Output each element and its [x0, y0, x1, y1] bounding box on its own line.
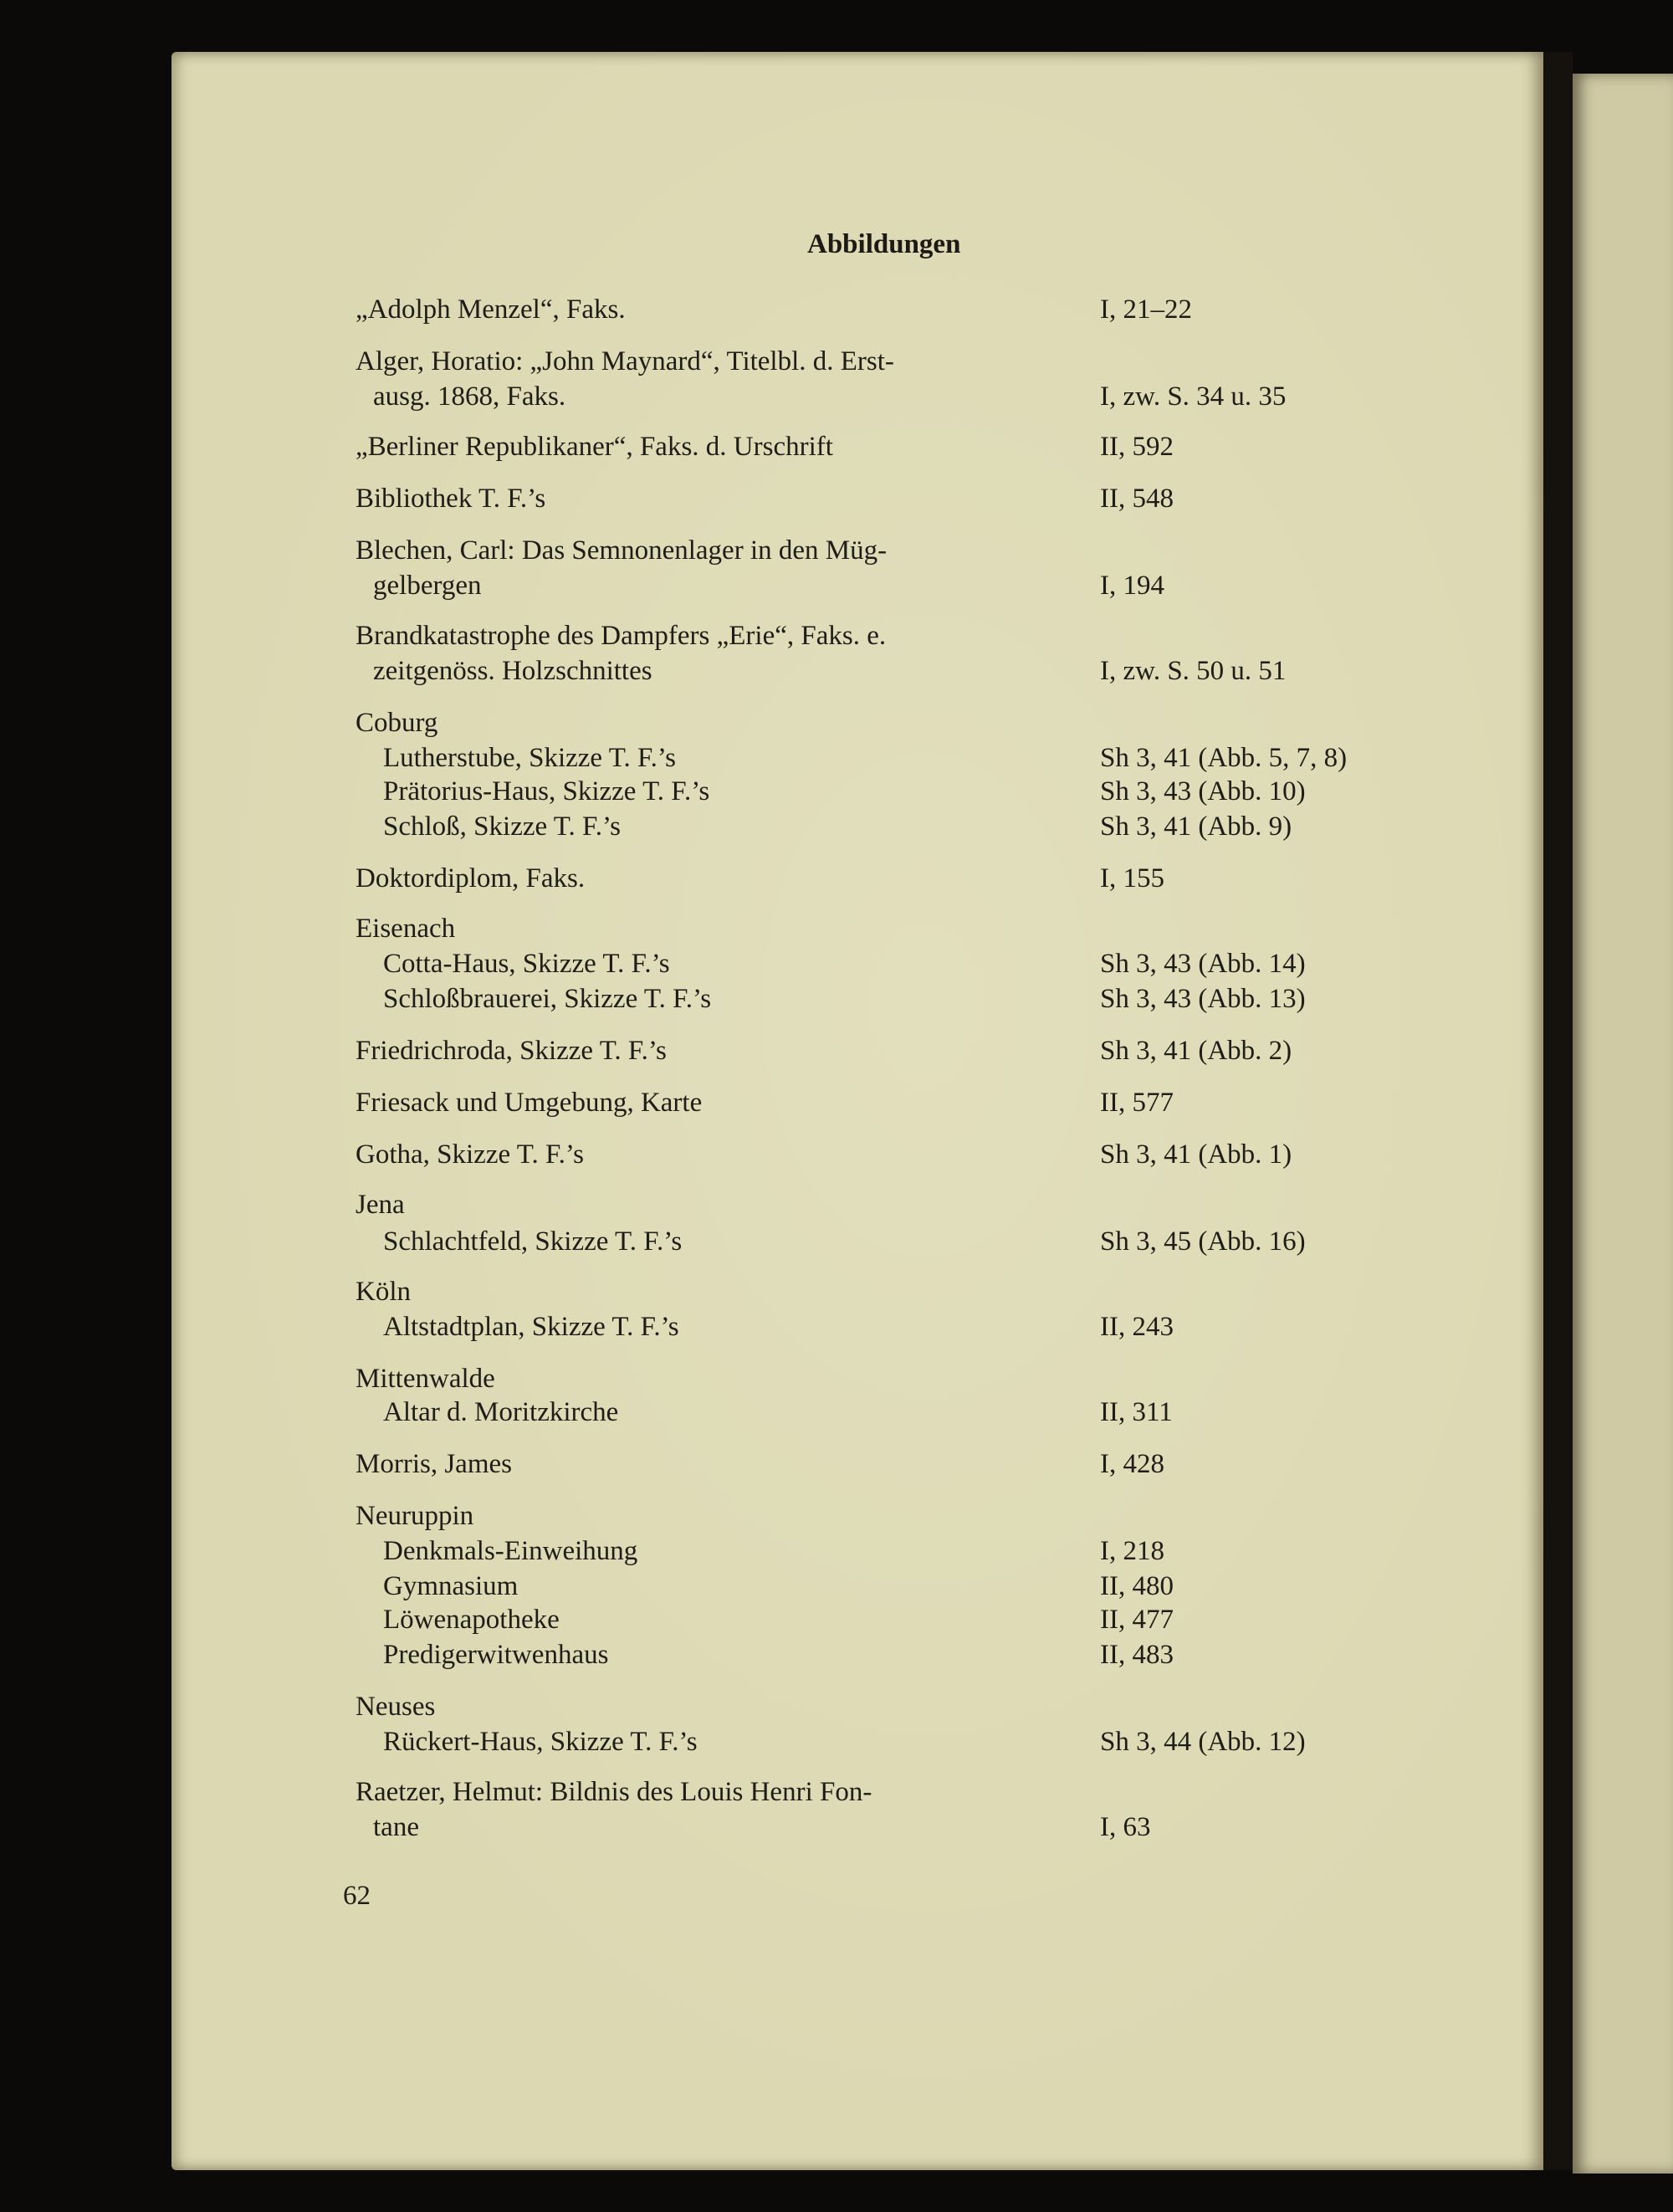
index-entry-text: Altar d. Moritzkirche — [383, 1397, 619, 1427]
index-entry-reference: Sh 3, 41 (Abb. 9) — [1100, 812, 1292, 842]
index-entry-reference: Sh 3, 41 (Abb. 5, 7, 8) — [1100, 743, 1348, 773]
index-entry-reference: Sh 3, 45 (Abb. 16) — [1100, 1226, 1306, 1257]
index-entry-text: Denkmals-Einweihung — [383, 1536, 638, 1566]
index-entry-reference: I, 63 — [1100, 1812, 1151, 1842]
index-entry-reference: I, 155 — [1100, 863, 1164, 894]
index-entry-text: Schloßbrauerei, Skizze T. F.’s — [383, 984, 712, 1014]
index-entry-text: Rückert-Haus, Skizze T. F.’s — [383, 1727, 698, 1757]
index-entry-text: Eisenach — [356, 914, 456, 944]
index-entry-text: Alger, Horatio: „John Maynard“, Titelbl. d. Erst- — [356, 346, 894, 376]
index-entry-text: Neuses — [356, 1692, 436, 1722]
index-entry-text: Bibliothek T. F.’s — [356, 484, 546, 514]
index-entry-text: Friesack und Umgebung, Karte — [356, 1088, 703, 1118]
index-entry-text: Löwenapotheke — [383, 1605, 560, 1635]
index-entry-text: Gotha, Skizze T. F.’s — [356, 1139, 584, 1170]
index-entry-text: Cotta-Haus, Skizze T. F.’s — [383, 949, 670, 979]
index-entry-text: Neuruppin — [356, 1501, 474, 1531]
index-entry-text: gelbergen — [373, 571, 482, 601]
index-entry-text: „Berliner Republikaner“, Faks. d. Urschrift — [356, 432, 833, 462]
page-title: Abbildungen — [807, 229, 961, 259]
index-entry-text: Schlachtfeld, Skizze T. F.’s — [383, 1226, 683, 1257]
page-number: 62 — [343, 1881, 371, 1911]
index-entry-reference: II, 480 — [1100, 1571, 1174, 1601]
index-entry-reference: I, 21–22 — [1100, 294, 1192, 325]
index-entry-reference: II, 548 — [1100, 484, 1174, 514]
index-entry-text: Raetzer, Helmut: Bildnis des Louis Henri Fon- — [356, 1777, 872, 1807]
index-entry-reference: Sh 3, 41 (Abb. 1) — [1100, 1139, 1292, 1170]
index-entry-text: tane — [373, 1812, 419, 1842]
index-entry-reference: Sh 3, 41 (Abb. 2) — [1100, 1036, 1292, 1066]
index-entry-text: Jena — [356, 1190, 405, 1220]
index-entry-text: Schloß, Skizze T. F.’s — [383, 812, 621, 842]
index-entry-text: Coburg — [356, 708, 438, 738]
index-entry-text: Friedrichroda, Skizze T. F.’s — [356, 1036, 667, 1066]
index-entry-text: Gymnasium — [383, 1571, 519, 1601]
index-entry-reference: Sh 3, 44 (Abb. 12) — [1100, 1727, 1306, 1757]
index-entry-text: Morris, James — [356, 1449, 512, 1479]
index-entry-reference: II, 477 — [1100, 1605, 1174, 1635]
index-entry-text: Blechen, Carl: Das Semnonenlager in den Müg- — [356, 535, 888, 566]
index-entry-reference: I, 194 — [1100, 571, 1164, 601]
index-entry-text: Prätorius-Haus, Skizze T. F.’s — [383, 776, 710, 806]
index-entry-text: Mittenwalde — [356, 1364, 495, 1394]
index-entry-reference: I, 428 — [1100, 1449, 1164, 1479]
index-entry-reference: II, 243 — [1100, 1312, 1174, 1342]
index-entry-text: Predigerwitwenhaus — [383, 1640, 609, 1670]
index-entry-text: ausg. 1868, Faks. — [373, 381, 566, 412]
index-entry-reference: I, zw. S. 50 u. 51 — [1100, 656, 1287, 686]
index-entry-text: Lutherstube, Skizze T. F.’s — [383, 743, 676, 773]
index-entry-reference: Sh 3, 43 (Abb. 13) — [1100, 984, 1306, 1014]
index-entry-reference: Sh 3, 43 (Abb. 14) — [1100, 949, 1306, 979]
index-entry-text: Doktordiplom, Faks. — [356, 863, 586, 894]
index-entry-reference: II, 592 — [1100, 432, 1174, 462]
index-entry-reference: I, zw. S. 34 u. 35 — [1100, 381, 1287, 412]
index-entry-text: „Adolph Menzel“, Faks. — [356, 294, 626, 325]
index-entry-text: Altstadtplan, Skizze T. F.’s — [383, 1312, 679, 1342]
index-entry-reference: I, 218 — [1100, 1536, 1164, 1566]
index-entry-reference: II, 311 — [1100, 1397, 1173, 1427]
index-entry-text: Brandkatastrophe des Dampfers „Erie“, Faks. e. — [356, 621, 887, 651]
index-entry-reference: II, 577 — [1100, 1088, 1174, 1118]
index-entry-reference: II, 483 — [1100, 1640, 1174, 1670]
index-entry-text: Köln — [356, 1277, 411, 1307]
index-entry-text: zeitgenöss. Holzschnittes — [373, 656, 652, 686]
index-entry-reference: Sh 3, 43 (Abb. 10) — [1100, 776, 1306, 806]
